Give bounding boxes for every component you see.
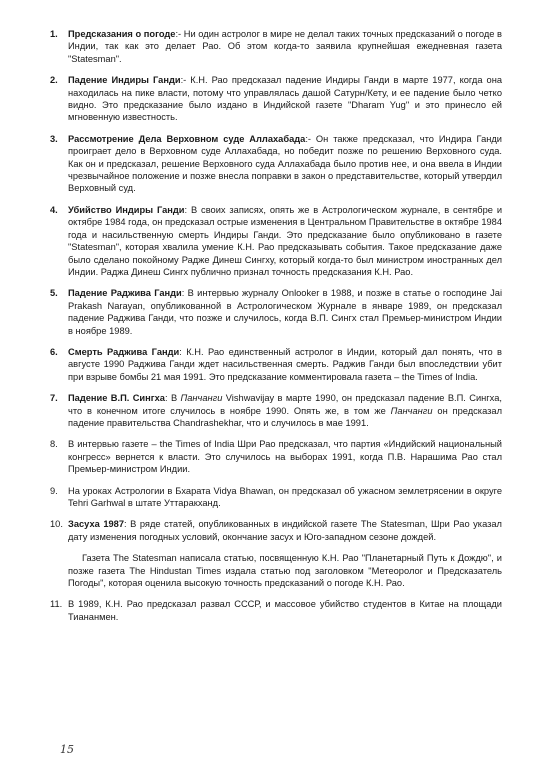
list-item-number: 2. bbox=[50, 75, 58, 86]
list-item-text: В интервью газете – the Times of India Шри Рао предсказал, что партия «Индийский национальный конгресс» вернется к власти. Это случилось на выборах 1991, когда П.В. Нарашима Рао стал Премьер-министром Индии. bbox=[68, 439, 502, 475]
list-item-text: В Панчанги Vishwavijay в марте 1990, он предсказал падение В.П. Сингха, что в конечном итоге случилось в ноябре 1990. Опять же, в том же Панчанги он предсказал падение правительства Chandrashekhar, что и случилось в мае 1991. bbox=[68, 393, 502, 428]
numbered-list bbox=[50, 28, 502, 543]
list-item-8 bbox=[50, 438, 502, 475]
list-item-number: 8. bbox=[50, 439, 58, 450]
list-item-number: 7. bbox=[50, 393, 58, 404]
list-item-body bbox=[68, 346, 502, 383]
title-separator: : bbox=[179, 346, 187, 357]
statesman-paragraph bbox=[50, 552, 502, 589]
list-item-text: В ряде статей, опубликованных в индийской газете The Statesman, Шри Рао указал дату изменения погодных условий, окончание засух и Юго-западном сезоне дождей. bbox=[68, 519, 502, 542]
paragraph-text: Газета The Statesman написала статью, посвященную К.Н. Рао "Планетарный Путь к Дождю", и позже газета The Hindustan Times издала статью под заголовком "Метеоролог и Предсказатель Погоды", которая оценила высокую точность предсказаний о погоде К.Н. Рао. bbox=[68, 553, 502, 589]
list-item-body bbox=[68, 28, 502, 65]
list-item-text: В своих записях, опять же в Астрологическом журнале, в сентябре и октябре 1984 года, он предсказал острые изменения в Центральном Правительстве в октябре 1984 года и насильственную смерть Индиры Ганди. Это предсказание было опубликовано в газете "Statesman", которая хвалила умение К.Н. Рао предсказывать события. Такое предсказание даже было сделано покойному Радже Динеш Сингху, который когда-то был министром иностранных дел Индии. Раджа Динеш Сингх публично признал точность предсказания К.Н. Рао. bbox=[68, 204, 503, 277]
list-item-9 bbox=[50, 485, 502, 510]
list-item-number: 5. bbox=[50, 288, 58, 299]
list-item-number: 1. bbox=[50, 29, 58, 39]
list-item-text: В интервью журналу Onlooker в 1988, и позже в статье о господине Jai Prakash Narayan, опубликованной в Астрологическом Журнале в январе 1989, он предсказал падение Раджива Ганди, что позже и случилось, когда В.П. Сингх стал Премьер-министром Индии в ноябре 1989. bbox=[68, 288, 503, 336]
list-item-title: Засуха 1987 bbox=[68, 519, 124, 530]
list-item-title: Падение Индиры Ганди bbox=[68, 75, 181, 86]
list-item-title: Падение Раджива Ганди bbox=[68, 288, 182, 299]
list-item-2 bbox=[50, 74, 502, 124]
title-separator: : bbox=[124, 519, 131, 530]
list-item-number: 6. bbox=[50, 346, 58, 357]
title-separator: :- bbox=[180, 75, 191, 86]
list-item-number: 11. bbox=[50, 599, 63, 610]
handwritten-page-number: 15 bbox=[60, 743, 74, 756]
list-item-4 bbox=[50, 204, 502, 278]
title-separator: :- bbox=[305, 133, 316, 144]
list-item-1 bbox=[50, 28, 502, 65]
list-item-body bbox=[68, 438, 502, 475]
list-item-number: 9. bbox=[50, 485, 58, 496]
list-item-text: К.Н. Рао единственный астролог в Индии, который дал понять, что в августе 1990 Раджива Ганди ждет насильственная смерть. Раджив Ганди был впоследствии убит при взрыве бомбы 21 мая 1991. Это предсказание комментировала газета – the Times of India. bbox=[68, 346, 502, 382]
list-item-body bbox=[68, 204, 502, 278]
list-item-body bbox=[68, 392, 502, 429]
list-item-text: На уроках Астрологии в Бхарата Vidya Bhawan, он предсказал об ужасном землетрясении в округе Tehri Garhwal в штате Уттаракханд. bbox=[68, 485, 502, 508]
list-item-text: Он также предсказал, что Индира Ганди проиграет дело в Верховном суде Аллахабада, но победит позже по решению Верховного суда. Как он и предсказал, решение Верховного суда Аллахабада было против нее, и она ввела в Индии чрезвычайное положение и позже внесла поправки в закон о представительстве, который утвердил Верховный суд. bbox=[68, 133, 502, 194]
list-item-title: Предсказания о погоде bbox=[68, 29, 176, 39]
list-item-body bbox=[68, 74, 502, 124]
list-item-number: 3. bbox=[50, 133, 58, 144]
list-item-text: Ни один астролог в мире не делал таких точных предсказаний о погоде в Индии, так как это делает Рао. Об этом когда-то заявила крупнейшая ежедневная газета "Statesman". bbox=[68, 29, 502, 64]
title-separator: : bbox=[181, 288, 188, 299]
list-item-7 bbox=[50, 392, 502, 429]
title-separator: :- bbox=[175, 29, 184, 39]
list-item-body bbox=[68, 485, 502, 510]
list-item-text: К.Н. Рао предсказал падение Индиры Ганди в марте 1977, когда она находилась на пике власти, потому что управлялась дашой Сатурн/Кету, и ее падение было четко видно. Это предсказание было издано в Индийской газете "Dharam Yug" и это принесло ей мгновенную известность. bbox=[68, 75, 503, 123]
list-item-title: Падение В.П. Сингха bbox=[68, 393, 165, 404]
list-item-number: 10. bbox=[50, 519, 63, 530]
list-item-10 bbox=[50, 518, 502, 543]
title-separator: : bbox=[184, 204, 191, 215]
list-item-5 bbox=[50, 287, 502, 337]
list-item-number: 4. bbox=[50, 204, 58, 215]
list-item-body bbox=[68, 133, 502, 195]
list-item-title: Смерть Раджива Ганди bbox=[68, 346, 180, 357]
list-item-6 bbox=[50, 346, 502, 383]
list-item-title: Рассмотрение Дела Верховном суде Аллахабада bbox=[68, 133, 306, 144]
list-item-body bbox=[68, 518, 502, 543]
list-item-title: Убийство Индиры Ганди bbox=[68, 204, 185, 215]
list-item-body bbox=[68, 287, 502, 337]
list-item-3 bbox=[50, 133, 502, 195]
list-item-11 bbox=[50, 598, 502, 623]
title-separator: : bbox=[164, 393, 171, 404]
list-item-text: В 1989, К.Н. Рао предсказал развал СССР, и массовое убийство студентов в Китае на площади Тиананмен. bbox=[68, 599, 502, 622]
